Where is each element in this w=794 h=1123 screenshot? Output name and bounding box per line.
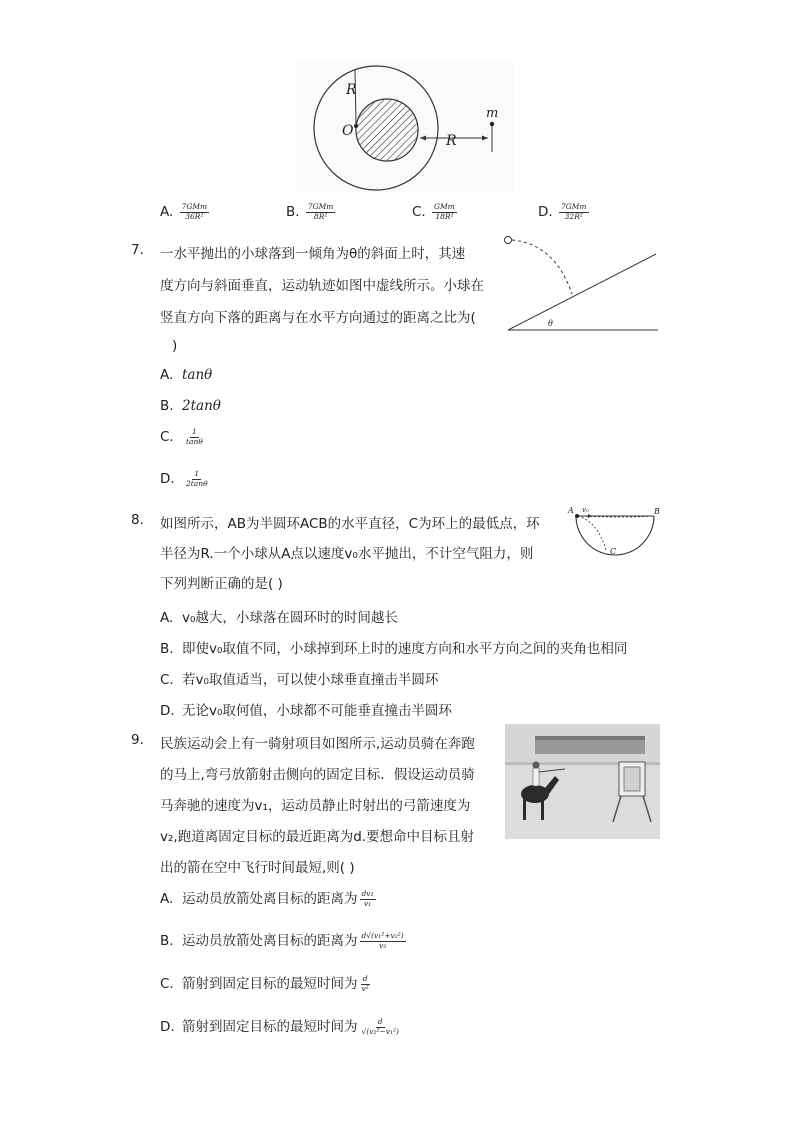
q7-figure bbox=[500, 232, 662, 334]
q8-option-d[interactable]: D. 无论v₀取何值，小球都不可能垂直撞击半圆环 bbox=[160, 703, 452, 719]
q8-stem-line: 下列判断正确的是( ) bbox=[160, 576, 283, 592]
q9-option-d[interactable]: D. 箭射到固定目标的最短时间为 $\frac{d}{\text{√(v₂²−v₁²)}}$ bbox=[160, 1016, 399, 1036]
q9-option-b[interactable]: B. 运动员放箭处离目标的距离为 $\frac{\text{d√(v₁²+v₂²)}}{\text{v₂}}$ bbox=[160, 930, 404, 950]
q9-stem-line: v₂,跑道离固定目标的最近距离为d.要想命中目标且射 bbox=[160, 829, 475, 845]
q9-stem-line: 民族运动会上有一骑射项目如图所示,运动员骑在奔跑 bbox=[160, 736, 475, 752]
q9-photo-horse-archer bbox=[505, 724, 660, 839]
q7-stem-line: 度方向与斜面垂直，运动轨迹如图中虚线所示。小球在 bbox=[160, 278, 484, 294]
q8-option-c[interactable]: C. 若v₀取值适当，可以使小球垂直撞击半圆环 bbox=[160, 672, 439, 688]
q6-option-d[interactable]: D. $\frac{\text{7GMm}}{\text{32R²}}$ bbox=[538, 202, 587, 221]
q7-option-d[interactable]: D. $\frac{1}{2\tan\theta}$ bbox=[160, 469, 208, 488]
hatched-cavity bbox=[356, 99, 418, 161]
q7-option-c[interactable]: C. $\frac{1}{\tan\theta}$ bbox=[160, 427, 203, 446]
q7-option-a[interactable]: A. tanθ bbox=[160, 367, 213, 383]
q8-option-a[interactable]: A. v₀越大，小球落在圆环时的时间越长 bbox=[160, 610, 398, 626]
q7-stem-line: ) bbox=[172, 338, 178, 354]
q6-option-a[interactable]: A. $\frac{\text{7GMm}}{\text{36R²}}$ bbox=[160, 202, 208, 221]
q9-stem-line: 的马上,弯弓放箭射击侧向的固定目标．假设运动员骑 bbox=[160, 767, 475, 783]
q9-stem-line: 马奔驰的速度为v₁，运动员静止时射出的弓箭速度为 bbox=[160, 798, 471, 814]
q6-option-c[interactable]: C. $\frac{\text{GMm}}{\text{18R²}}$ bbox=[412, 202, 455, 221]
label-C: C bbox=[610, 547, 617, 556]
trajectory-2 bbox=[578, 516, 606, 550]
q8-option-b[interactable]: B. 即使v₀取值不同，小球掉到环上时的速度方向和水平方向之间的夹角也相同 bbox=[160, 641, 628, 657]
q8-stem-line: 如图所示，AB为半圆环ACB的水平直径，C为环上的最低点，环 bbox=[160, 516, 540, 532]
label-v0: v₀ bbox=[582, 506, 589, 514]
q7-stem-line: 一水平抛出的小球落到一倾角为θ的斜面上时，其速 bbox=[160, 246, 466, 262]
q9-number: 9. bbox=[131, 732, 144, 748]
incline bbox=[508, 254, 656, 330]
q7-stem-line: 竖直方向下落的距离与在水平方向通过的距离之比为( bbox=[160, 310, 476, 326]
label-O: O bbox=[342, 123, 354, 139]
q8-number: 8. bbox=[131, 512, 144, 528]
label-m: m bbox=[486, 106, 499, 121]
q6-option-b[interactable]: B. $\frac{\text{7GMm}}{\text{8R²}}$ bbox=[286, 202, 334, 221]
q9-option-a[interactable]: A. 运动员放箭处离目标的距离为 $\frac{\text{dv₂}}{\text{v₁}}$ bbox=[160, 888, 374, 908]
label-R-top: R bbox=[346, 82, 357, 98]
q7-option-b[interactable]: B. 2tanθ bbox=[160, 398, 221, 414]
q7-number: 7. bbox=[131, 242, 144, 258]
q8-stem-line: 半径为R.一个小球从A点以速度v₀水平抛出，不计空气阻力，则 bbox=[160, 546, 534, 562]
q9-option-c[interactable]: C. 箭射到固定目标的最短时间为 $\frac{d}{\text{v²}}$ bbox=[160, 973, 369, 993]
label-B: B bbox=[654, 507, 660, 516]
start-point bbox=[505, 237, 512, 244]
trajectory bbox=[512, 240, 572, 294]
label-theta: θ bbox=[548, 319, 553, 328]
label-A: A bbox=[568, 506, 574, 515]
q9-stem-line: 出的箭在空中飞行时间最短,则( ) bbox=[160, 860, 355, 876]
q8-figure bbox=[566, 502, 666, 572]
q6-figure bbox=[296, 60, 514, 192]
label-R-right: R bbox=[446, 133, 457, 149]
